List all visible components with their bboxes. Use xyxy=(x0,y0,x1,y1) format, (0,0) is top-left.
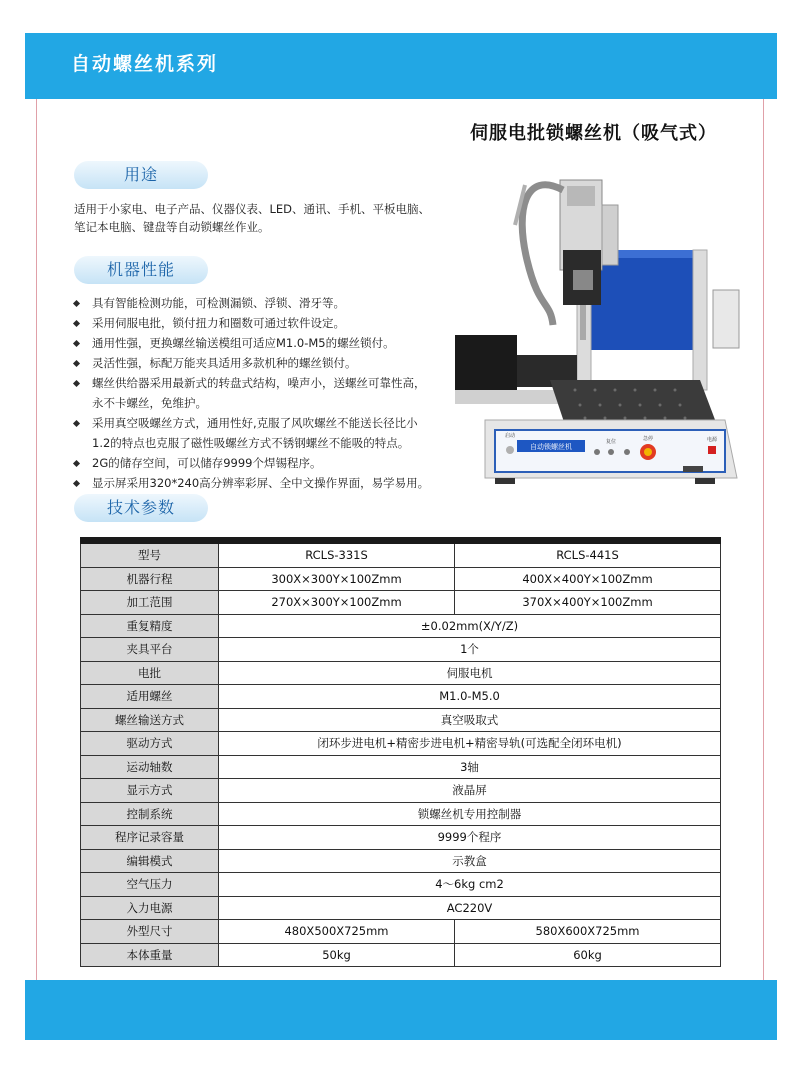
table-row: 编辑模式 示教盒 xyxy=(81,849,721,873)
table-row: 入力电源 AC220V xyxy=(81,896,721,920)
panel-label: 自动锁螺丝机 xyxy=(530,443,572,451)
table-row: 显示方式 液晶屏 xyxy=(81,779,721,803)
bullet-icon xyxy=(73,340,80,347)
feature-item: 显示屏采用320*240高分辨率彩屏、全中文操作界面，易学易用。 xyxy=(72,473,472,493)
svg-text:急停: 急停 xyxy=(642,436,654,442)
usage-line: 适用于小家电、电子产品、仪器仪表、LED、通讯、手机、平板电脑、 xyxy=(74,202,431,216)
bullet-icon xyxy=(73,300,80,307)
table-row: 外型尺寸 480X500X725mm 580X600X725mm xyxy=(81,920,721,944)
table-row: 机器行程 300X×300Y×100Zmm 400X×400Y×100Zmm xyxy=(81,567,721,591)
model-b: RCLS-441S xyxy=(455,544,721,568)
feature-item: 采用伺服电批，锁付扭力和圈数可通过软件设定。 xyxy=(72,313,472,333)
table-row: 加工范围 270X×300Y×100Zmm 370X×400Y×100Zmm xyxy=(81,591,721,615)
table-row: 本体重量 50kg 60kg xyxy=(81,943,721,967)
table-row: 运动轴数 3轴 xyxy=(81,755,721,779)
feature-item: 灵活性强，标配万能夹具适用多款机种的螺丝锁付。 xyxy=(72,353,472,373)
usage-text xyxy=(74,200,474,236)
product-title: 伺服电批锁螺丝机（吸气式） xyxy=(470,123,717,144)
table-row: 控制系统 锁螺丝机专用控制器 xyxy=(81,802,721,826)
table-row: 电批 伺服电机 xyxy=(81,661,721,685)
table-row: 螺丝输送方式 真空吸取式 xyxy=(81,708,721,732)
feature-item: 采用真空吸螺丝方式，通用性好,克服了风吹螺丝不能送长径比小 xyxy=(72,413,472,433)
frame-line-left xyxy=(36,40,37,1040)
work-table xyxy=(550,380,717,425)
table-row: 空气压力 4～6kg cm2 xyxy=(81,873,721,897)
bullet-icon xyxy=(73,360,80,367)
frame-line-right xyxy=(763,40,764,1040)
feature-item: 通用性强，更换螺丝输送模组可适应M1.0-M5的螺丝锁付。 xyxy=(72,333,472,353)
usage-section-label: 用途 xyxy=(74,161,208,189)
feature-item-continuation: 永不卡螺丝，免维护。 xyxy=(92,396,207,410)
feature-item: 具有智能检测功能，可检测漏锁、浮锁、滑牙等。 xyxy=(72,293,472,313)
usage-line: 笔记本电脑、键盘等自动锁螺丝作业。 xyxy=(74,220,270,234)
feature-item-continuation: 1.2的特点也克服了磁性吸螺丝方式不锈钢螺丝不能吸的特点。 xyxy=(92,436,410,450)
bullet-icon xyxy=(73,460,80,467)
bullet-icon xyxy=(73,420,80,427)
air-hose xyxy=(522,185,563,325)
spec-table xyxy=(80,537,721,967)
screwdriver-bit xyxy=(580,305,586,340)
side-box xyxy=(713,290,739,348)
features-section-label: 机器性能 xyxy=(74,256,208,284)
power-switch-icon xyxy=(708,446,716,454)
row-label: 型号 xyxy=(81,544,219,568)
start-button-icon xyxy=(506,446,514,454)
table-row: 驱动方式 闭环步进电机+精密步进电机+精密导轨(可选配全闭环电机) xyxy=(81,732,721,756)
table-row: 夹具平台 1个 xyxy=(81,638,721,662)
bullet-icon xyxy=(73,380,80,387)
table-row: 适用螺丝 M1.0-M5.0 xyxy=(81,685,721,709)
svg-text:电源: 电源 xyxy=(706,437,718,443)
specs-section-label: 技术参数 xyxy=(74,494,208,522)
table-row: 重复精度 ±0.02mm(X/Y/Z) xyxy=(81,614,721,638)
machine-photo xyxy=(455,150,755,495)
header-band xyxy=(25,33,777,99)
footer-band xyxy=(25,980,777,1040)
feature-item: 2G的储存空间，可以储存9999个焊锡程序。 xyxy=(72,453,472,473)
svg-text:启动: 启动 xyxy=(504,433,516,439)
feature-item: 螺丝供给器采用最新式的转盘式结构，噪声小，送螺丝可靠性高， xyxy=(72,373,472,393)
bullet-icon xyxy=(73,480,80,487)
table-row: 程序记录容量 9999个程序 xyxy=(81,826,721,850)
features-list xyxy=(72,293,472,493)
screw-feeder xyxy=(455,335,517,393)
model-a: RCLS-331S xyxy=(219,544,455,568)
bullet-icon xyxy=(73,320,80,327)
series-title: 自动螺丝机系列 xyxy=(71,53,219,75)
gantry-leg-right xyxy=(693,250,707,390)
svg-text:复位: 复位 xyxy=(605,439,617,445)
table-row xyxy=(81,544,721,568)
